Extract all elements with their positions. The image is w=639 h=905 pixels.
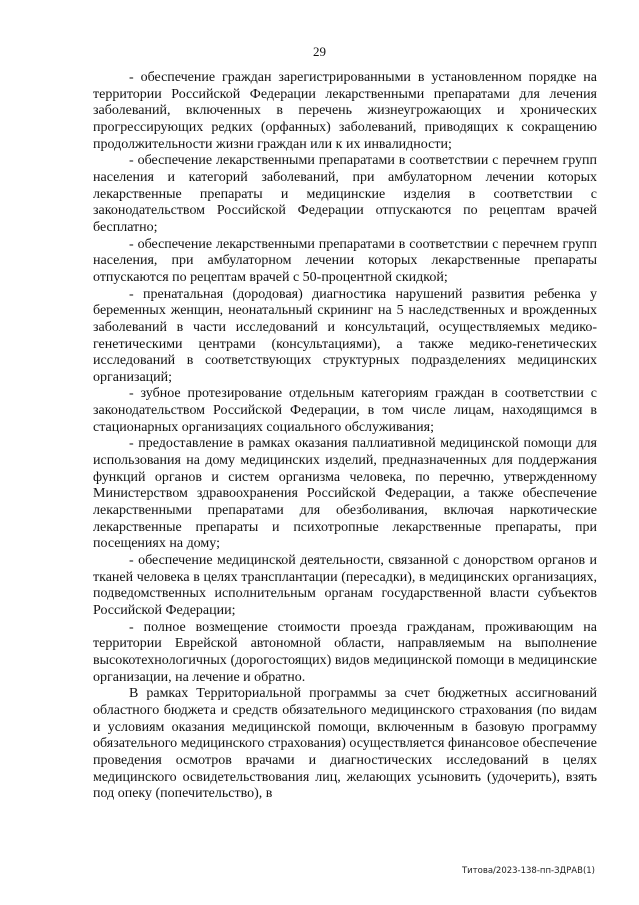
paragraph-discount-prescriptions: - обеспечение лекарственными препаратами в соответствии с перечнем групп населения, при амбулаторном лечении которых лекарственные препараты отпускаются по рецептам врачей с 50-процентной скидкой;	[93, 236, 597, 285]
paragraph-palliative-care: - предоставление в рамках оказания паллиативной медицинской помощи для использования на дому медицинских изделий, предназначенных для поддержания функций органов и систем организма человека, по перечню, утвержденному Министерством здравоохранения Российской Федерации, а также обеспечение лекарственными препаратами для обезболивания, включая наркотические лекарственные препараты и психотропные лекарственные препараты, при посещениях на дому;	[93, 436, 597, 552]
paragraph-prenatal-diagnostics: - пренатальная (дородовая) диагностика нарушений развития ребенка у беременных женщин, неонатальный скрининг на 5 наследственных и врожденных заболеваний в части исследований и консультаций, осуществляемых медико-генетическими центрами (консультациями), а также медико-генетических исследований в соответствующих структурных подразделениях медицинских организаций;	[93, 286, 597, 385]
paragraph-travel-reimbursement: - полное возмещение стоимости проезда гражданам, проживающим на территории Еврейской автономной области, направляемым на выполнение высокотехнологичных (дорогостоящих) видов медицинской помощи в медицинские организации, на лечение и обратно.	[93, 619, 597, 685]
page-number: 29	[313, 44, 326, 59]
paragraph-dental-prosthetics: - зубное протезирование отдельным категориям граждан в соответствии с законодательством Российской Федерации, в том числе лицам, находящимся в стационарных организациях социального обслуживания;	[93, 386, 597, 435]
paragraph-orphan-diseases-drugs: - обеспечение граждан зарегистрированными в установленном порядке на территории Российской Федерации лекарственными препаратами для лечения заболеваний, включенных в перечень жизнеугрожающих и хронических прогрессирующих редких (орфанных) заболеваний, приводящих к сокращению продолжительности жизни граждан или к их инвалидности;	[93, 70, 597, 152]
paragraph-free-prescriptions: - обеспечение лекарственными препаратами в соответствии с перечнем групп населения и категорий заболеваний, при амбулаторном лечении которых лекарственные препараты и медицинские изделия в соответствии с законодательством Российской Федерации отпускаются по рецептам врачей бесплатно;	[93, 153, 597, 235]
document-footer-code: Титова/2023-138-пп-ЗДРАВ(1)	[461, 866, 595, 876]
body-text	[93, 70, 597, 803]
paragraph-territorial-program: В рамках Территориальной программы за счет бюджетных ассигнований областного бюджета и средств обязательного медицинского страхования (по видам и условиям оказания медицинской помощи, включенным в базовую программу обязательного медицинского страхования) осуществляется финансовое обеспечение проведения осмотров врачами и диагностических исследований в целях медицинского освидетельствования лиц, желающих усыновить (удочерить), взять под опеку (попечительство), в	[93, 686, 597, 802]
paragraph-organ-donation: - обеспечение медицинской деятельности, связанной с донорством органов и тканей человека в целях трансплантации (пересадки), в медицинских организациях, подведомственных исполнительным органам государственной власти субъектов Российской Федерации;	[93, 553, 597, 618]
